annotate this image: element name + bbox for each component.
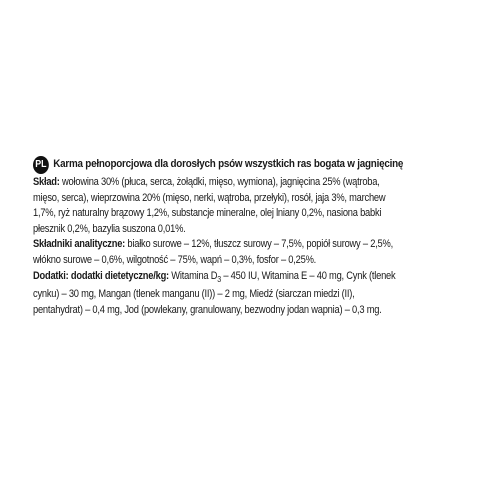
additives-paragraph — [33, 269, 404, 319]
composition-label: Skład: — [33, 176, 60, 188]
vitamin-d-subscript: 3 — [217, 274, 221, 284]
analytical-paragraph — [33, 237, 404, 268]
composition-paragraph — [33, 175, 404, 237]
product-title: Karma pełnoporcjowa dla dorosłych psów wszystkich ras bogata w jagnięcinę — [53, 158, 404, 171]
additives-text-start: Witamina D — [168, 269, 218, 282]
additives-label: Dodatki: dodatki dietetyczne/kg: — [33, 269, 169, 282]
analytical-label: Składniki analityczne: — [33, 238, 126, 251]
analytical-text: białko surowe – 12%, tłuszcz surowy – 7,5%, popiół surowy – 2,5%, włókno surowe – 0,6%, wilgotność – 75%, wapń – 0,3%, fosfor – 0,25%. — [33, 238, 393, 266]
composition-text: wołowina 30% (płuca, serca, żołądki, mięso, wymiona), jagnięcina 25% (wątroba, mięso, serca), wieprzowina 20% (mięso, nerki, wątroba, przełyki), rosół, jaja 3%, marchew 1,7%, ryż naturalny brązowy 1,2%, substancje mineralne, olej lniany 0,2%, nasiona babki płesznik 0,2%, bazylia suszona 0,01%. — [33, 176, 386, 235]
title-row — [33, 156, 404, 174]
additives-text-rest: – 450 IU, Witamina E – 40 mg, Cynk (tlenek cynku) – 30 mg, Mangan (tlenek manganu (II)) – 2 mg, Miedź (siarczan miedzi (II), pentahydrat) – 0,4 mg, Jod (powlekany, granulowany, bezwodny jodan wapnia) – 0,3 mg. — [33, 269, 396, 316]
language-badge-pl: PL — [33, 156, 49, 174]
product-label-text — [33, 156, 404, 318]
